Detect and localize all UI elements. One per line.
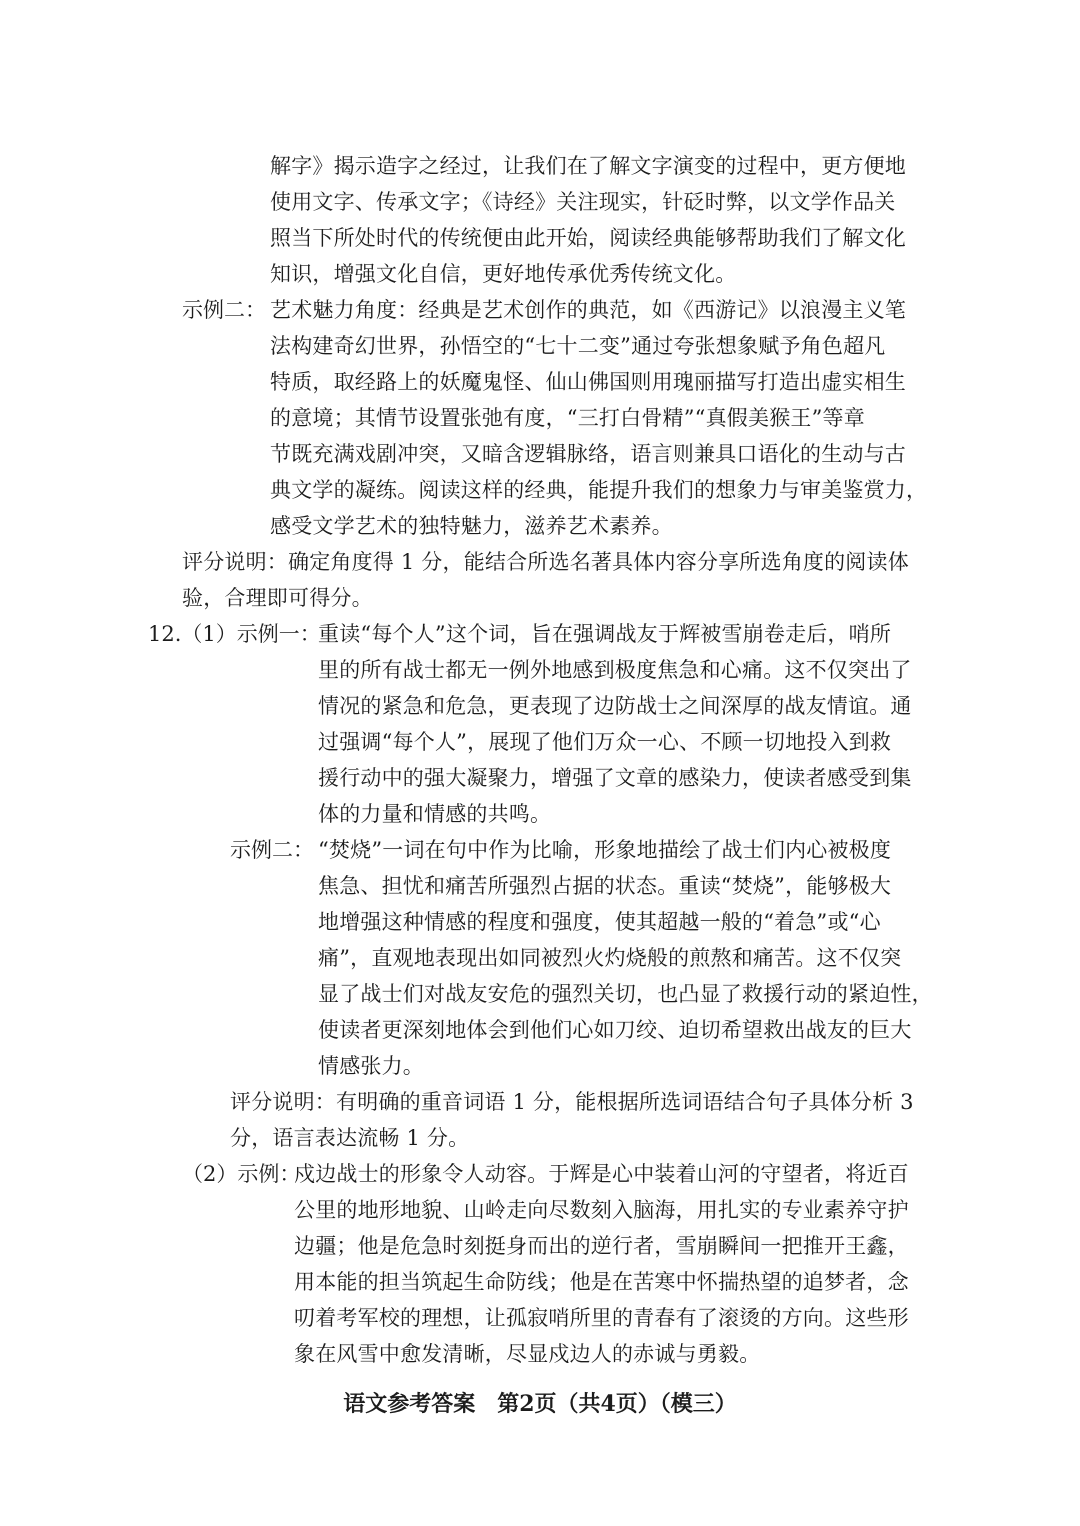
text-line: 体的力量和情感的共鸣。 bbox=[318, 802, 552, 826]
text-line: “焚烧”一词在句中作为比喻，形象地描绘了战士们内心被极度 bbox=[318, 838, 892, 862]
q12-1-example2-label: 示例二： bbox=[230, 838, 314, 862]
text-line: 使读者更深刻地体会到他们心如刀绞、迫切希望救出战友的巨大 bbox=[318, 1018, 912, 1042]
text-line: 象在风雪中愈发清晰，尽显戍边人的赤诚与勇毅。 bbox=[294, 1342, 761, 1366]
text-line: 显了战士们对战友安危的强烈关切，也凸显了救援行动的紧迫性， bbox=[318, 982, 933, 1006]
q12-1-label: 12.（1）示例一： bbox=[148, 622, 321, 646]
q12-2-example bbox=[294, 1156, 909, 1372]
text-line: 公里的地形地貌、山岭走向尽数刻入脑海，用扎实的专业素养守护 bbox=[294, 1198, 909, 1222]
text-line: 痛”，直观地表现出如同被烈火灼烧般的煎熬和痛苦。这不仅突 bbox=[318, 946, 902, 970]
text-line: 法构建奇幻世界，孙悟空的“七十二变”通过夸张想象赋予角色超凡 bbox=[270, 334, 886, 358]
text-line: 特质，取经路上的妖魔鬼怪、仙山佛国则用瑰丽描写打造出虚实相生 bbox=[270, 370, 906, 394]
text-line: 分，语言表达流畅 1 分。 bbox=[230, 1126, 470, 1150]
text-line: 验，合理即可得分。 bbox=[182, 586, 373, 610]
text-line: 使用文字、传承文字；《诗经》关注现实，针砭时弊，以文学作品关 bbox=[270, 190, 896, 214]
page-footer: 语文参考答案 第2页（共4页）（模三） bbox=[343, 1391, 737, 1417]
scoring-note-1 bbox=[182, 544, 909, 616]
example2-paragraph bbox=[270, 292, 927, 544]
text-line: 叨着考军校的理想，让孤寂哨所里的青春有了滚烫的方向。这些形 bbox=[294, 1306, 909, 1330]
text-line: 边疆；他是危急时刻挺身而出的逆行者，雪崩瞬间一把推开王鑫， bbox=[294, 1234, 909, 1258]
text-line: 情况的紧急和危急，更表现了边防战士之间深厚的战友情谊。通 bbox=[318, 694, 912, 718]
text-line: 感受文学艺术的独特魅力，滋养艺术素养。 bbox=[270, 514, 673, 538]
intro-paragraph bbox=[270, 148, 906, 292]
text-line: 过强调“每个人”，展现了他们万众一心、不顾一切地投入到救 bbox=[318, 730, 892, 754]
q12-2-label: （2）示例： bbox=[182, 1162, 301, 1186]
text-line: 重读“每个人”这个词，旨在强调战友于辉被雪崩卷走后，哨所 bbox=[318, 622, 892, 646]
text-line: 评分说明：有明确的重音词语 1 分，能根据所选词语结合句子具体分析 3 bbox=[230, 1090, 914, 1114]
text-line: 典文学的凝练。阅读这样的经典，能提升我们的想象力与审美鉴赏力， bbox=[270, 478, 928, 502]
q12-1-example1 bbox=[318, 616, 912, 832]
text-line: 情感张力。 bbox=[318, 1054, 424, 1078]
text-line: 焦急、担忧和痛苦所强烈占据的状态。重读“焚烧”，能够极大 bbox=[318, 874, 892, 898]
text-line: 用本能的担当筑起生命防线；他是在苦寒中怀揣热望的追梦者，念 bbox=[294, 1270, 909, 1294]
text-line: 解字》揭示造字之经过，让我们在了解文字演变的过程中，更方便地 bbox=[270, 154, 906, 178]
text-line: 艺术魅力角度：经典是艺术创作的典范，如《西游记》以浪漫主义笔 bbox=[270, 298, 906, 322]
scoring-note-2 bbox=[230, 1084, 914, 1156]
text-line: 援行动中的强大凝聚力，增强了文章的感染力，使读者感受到集 bbox=[318, 766, 912, 790]
text-line: 戍边战士的形象令人动容。于辉是心中装着山河的守望者，将近百 bbox=[294, 1162, 909, 1186]
text-line: 地增强这种情感的程度和强度，使其超越一般的“着急”或“心 bbox=[318, 910, 881, 934]
text-line: 评分说明：确定角度得 1 分，能结合所选名著具体内容分享所选角度的阅读体 bbox=[182, 550, 909, 574]
text-line: 里的所有战士都无一例外地感到极度焦急和心痛。这不仅突出了 bbox=[318, 658, 912, 682]
example2-label: 示例二： bbox=[182, 298, 266, 322]
text-line: 照当下所处时代的传统便由此开始，阅读经典能够帮助我们了解文化 bbox=[270, 226, 906, 250]
text-line: 知识，增强文化自信，更好地传承优秀传统文化。 bbox=[270, 262, 737, 286]
text-line: 的意境；其情节设置张弛有度，“三打白骨精”“真假美猴王”等章 bbox=[270, 406, 865, 430]
q12-1-example2 bbox=[318, 832, 933, 1084]
text-line: 节既充满戏剧冲突，又暗含逻辑脉络，语言则兼具口语化的生动与古 bbox=[270, 442, 906, 466]
